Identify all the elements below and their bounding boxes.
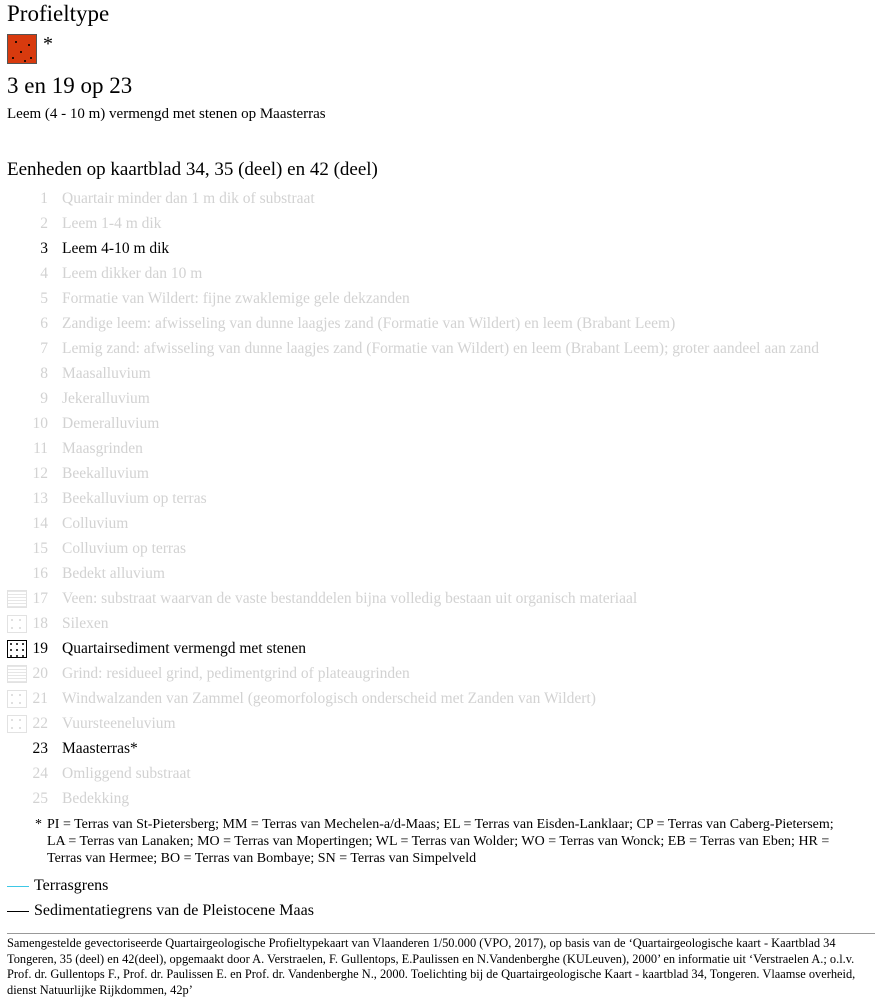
page-title: Profieltype <box>7 1 110 26</box>
unit-row <box>0 761 880 786</box>
unit-label: Demeralluvium <box>62 415 160 432</box>
unit-number: 9 <box>40 390 48 407</box>
unit-label: Leem 1-4 m dik <box>62 215 162 232</box>
note-text: PI = Terras van St-Pietersberg; MM = Terras van Mechelen-a/d-Maas; EL = Terras van Eisden-Lanklaar; CP = Terras van Caberg-Pietersem; LA = Terras van Lanaken; MO = Terras van Mopertingen; WL = Terras van Wolder; WO = Terras van Wonck; EB = Terras van Eben; HR = Terras van Hermee; BO = Terras van Bombaye; SN = Terras van Simpelveld <box>47 817 834 866</box>
unit-row <box>0 736 880 761</box>
unit-row <box>0 536 880 561</box>
unit-label: Quartair minder dan 1 m dik of substraat <box>62 190 315 207</box>
unit-row <box>0 186 880 211</box>
source-footer: Samengestelde gevectoriseerde Quartairgeologische Profieltypekaart van Vlaanderen 1/50.000 (VPO, 2017), op basis van de ‘Quartairgeologische kaart - Kaartblad 34 Tongeren, 35 (deel) en 42(deel), opgemaakt door A. Verstraelen, F. Gullentops, E.Paulissen en N.Vandenberghe (KULeuven), 2000’ en informatie uit ‘Verstraelen A.; o.l.v. Prof. dr. Gullentops F., Prof. dr. Paulissen E. en Prof. dr. Vandenberghe N., 2000. Toelichting bij de Quartairgeologische Kaart - kaartblad 34, Tongeren. Vlaamse overheid, dienst Natuurlijke Rijkdommen, 42p’ <box>7 936 856 997</box>
unit-label: Colluvium op terras <box>62 540 186 557</box>
unit-label: Veen: substraat waarvan de vaste bestanddelen bijna volledig bestaan uit organisch materiaal <box>62 590 638 607</box>
unit-number: 13 <box>32 490 48 507</box>
profile-code: 3 en 19 op 23 <box>7 73 133 98</box>
unit-row <box>0 211 880 236</box>
unit-row <box>0 561 880 586</box>
unit-number: 3 <box>40 240 48 257</box>
unit-row <box>0 311 880 336</box>
unit-label: Colluvium <box>62 515 129 532</box>
unit-row <box>0 711 880 736</box>
unit-row <box>0 786 880 811</box>
unit-row <box>0 661 880 686</box>
unit-number: 6 <box>40 315 48 332</box>
unit-label: Maasalluvium <box>62 365 151 382</box>
unit-number: 10 <box>32 415 48 432</box>
unit-number: 17 <box>32 590 48 607</box>
unit-label: Leem dikker dan 10 m <box>62 265 203 282</box>
legend-terrasgrens-label: Terrasgrens <box>34 877 109 894</box>
unit-number: 5 <box>40 290 48 307</box>
unit-row <box>0 636 880 661</box>
swatch-asterisk: * <box>43 33 53 55</box>
unit-number: 1 <box>40 190 48 207</box>
unit-label: Jekeralluvium <box>62 390 150 407</box>
unit-row <box>0 361 880 386</box>
unit-label: Lemig zand: afwisseling van dunne laagjes zand (Formatie van Wildert) en leem (Brabant Leem); groter aandeel aan zand <box>62 340 819 357</box>
unit-label: Beekalluvium op terras <box>62 490 207 507</box>
unit-label: Zandige leem: afwisseling van dunne laagjes zand (Formatie van Wildert) en leem (Brabant Leem) <box>62 315 676 332</box>
legend-sedimentation-boundary-label: Sedimentatiegrens van de Pleistocene Maas <box>34 902 314 919</box>
unit-label: Formatie van Wildert: fijne zwaklemige gele dekzanden <box>62 290 410 307</box>
unit-row <box>0 436 880 461</box>
unit-label: Vuursteeneluvium <box>62 715 176 732</box>
unit-number: 20 <box>32 665 48 682</box>
unit-label: Windwalzanden van Zammel (geomorfologisch onderscheid met Zanden van Wildert) <box>62 690 596 707</box>
unit-label: Grind: residueel grind, pedimentgrind of plateaugrinden <box>62 665 410 682</box>
terrace-boundary-line-icon <box>7 886 29 887</box>
unit-label: Leem 4-10 m dik <box>62 240 170 257</box>
unit-number: 16 <box>32 565 48 582</box>
unit-number: 14 <box>32 515 48 532</box>
unit-number: 11 <box>33 440 48 457</box>
unit-label: Maasterras* <box>62 740 138 757</box>
unit-label: Silexen <box>62 615 109 632</box>
unit-row <box>0 286 880 311</box>
profile-description: Leem (4 - 10 m) vermengd met stenen op Maasterras <box>7 106 326 122</box>
unit-number: 8 <box>40 365 48 382</box>
unit-number: 25 <box>32 790 48 807</box>
unit-row <box>0 686 880 711</box>
profile-swatch-row <box>7 34 53 66</box>
unit-number: 23 <box>32 740 48 757</box>
unit-row <box>0 411 880 436</box>
unit-number: 21 <box>32 690 48 707</box>
unit-row <box>0 261 880 286</box>
unit-label: Bedekking <box>62 790 130 807</box>
unit-number: 4 <box>40 265 48 282</box>
sedimentation-boundary-line-icon <box>7 911 29 912</box>
footer-divider <box>7 933 875 934</box>
unit-number: 19 <box>32 640 48 657</box>
unit-row <box>0 586 880 611</box>
units-heading: Eenheden op kaartblad 34, 35 (deel) en 42 (deel) <box>7 159 378 180</box>
unit-label: Bedekt alluvium <box>62 565 165 582</box>
unit-number: 18 <box>32 615 48 632</box>
unit-row <box>0 386 880 411</box>
unit-label: Quartairsediment vermengd met stenen <box>62 640 307 657</box>
unit-label: Maasgrinden <box>62 440 143 457</box>
unit-row <box>0 336 880 361</box>
unit-label: Omliggend substraat <box>62 765 191 782</box>
unit-row <box>0 486 880 511</box>
legend-terrasgrens <box>7 874 108 898</box>
note-star: * <box>35 817 42 832</box>
legend-sedimentation-boundary <box>7 899 314 923</box>
unit-row <box>0 236 880 261</box>
profile-color-swatch <box>7 34 37 64</box>
unit-row <box>0 461 880 486</box>
unit-number: 22 <box>32 715 48 732</box>
unit-number: 12 <box>32 465 48 482</box>
unit-number: 15 <box>32 540 48 557</box>
unit-row <box>0 511 880 536</box>
unit-number: 24 <box>32 765 48 782</box>
unit-number: 7 <box>40 340 48 357</box>
unit-label: Beekalluvium <box>62 465 149 482</box>
unit-row <box>0 611 880 636</box>
unit-number: 2 <box>40 215 48 232</box>
